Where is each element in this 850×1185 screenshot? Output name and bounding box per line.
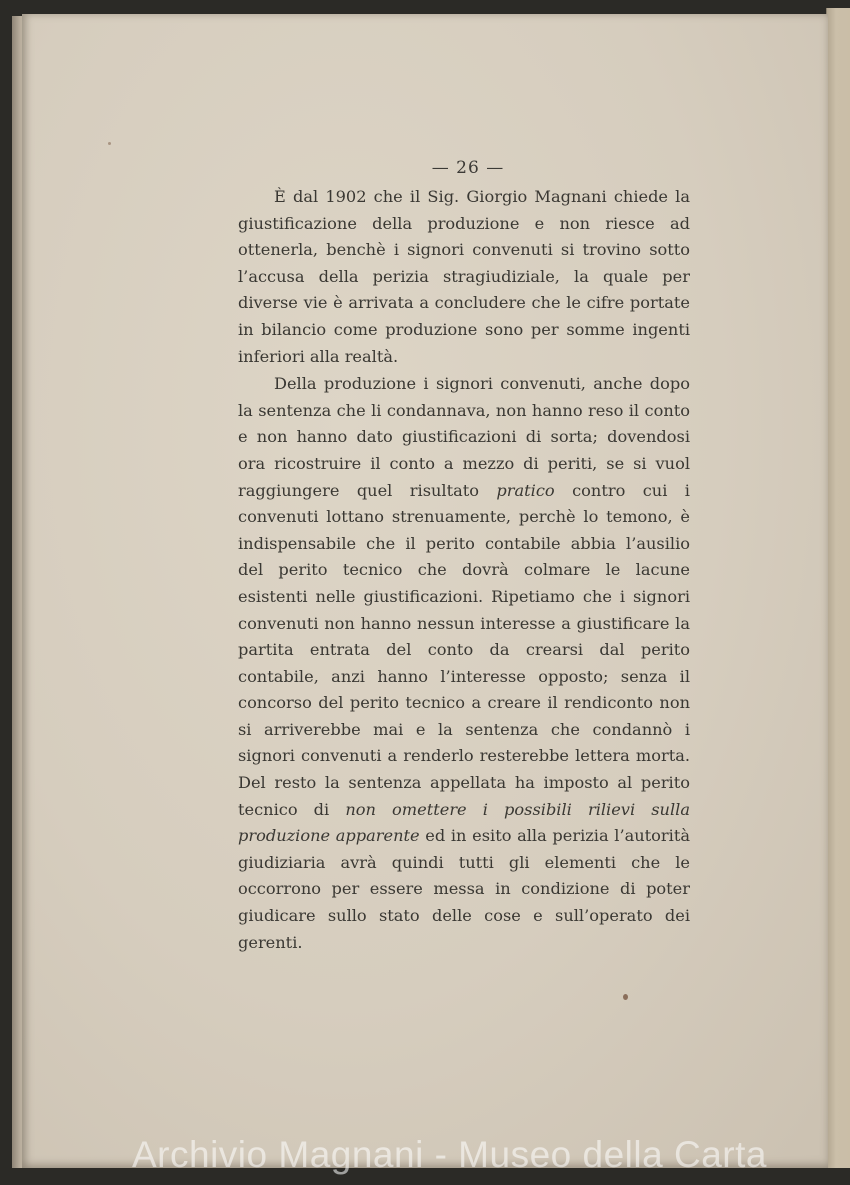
archive-watermark: Archivio Magnani - Museo della Carta: [132, 1134, 767, 1175]
paragraph-1: [238, 184, 690, 370]
facing-page-edge: [826, 8, 850, 1168]
page-number: — 26 —: [431, 158, 505, 178]
text-run: Della produzione i signori convenuti, anche dopo la sentenza che li condannava, non hanno reso il conto e non hanno dato giustificazioni di sorta; dovendosi ora ricostruire il conto a mezzo di periti, se si vuol raggiungere quel risultato: [238, 374, 690, 500]
italic-text-run: pratico: [496, 480, 555, 500]
body-text: [238, 184, 690, 956]
text-run: È dal 1902 che il Sig. Giorgio Magnani chiede la giustificazione della produzione e non riesce ad ottenerla, benchè i signori convenuti si trovino sotto l’accusa della perizia stragiudiziale, la quale per diverse vie è arrivata a concludere che le cifre portate in bilancio come produzione sono per somme ingenti inferiori alla realtà.: [238, 187, 690, 366]
paragraph-2: [238, 371, 690, 956]
paper-speck: [108, 142, 111, 145]
text-run: ed in esito alla perizia l’autorità giudiziaria avrà quindi tutti gli elementi che le occorrono per essere messa in condizione di poter giudicare sullo stato delle cose e sull’operato dei gerenti.: [238, 826, 690, 952]
paper-speck: [623, 994, 628, 1000]
italic-text-run: non omettere i possibili rilievi sulla produzione apparente: [238, 799, 690, 846]
text-run: contro cui i convenuti lottano strenuamente, perchè lo temono, è indispensabile che il perito contabile abbia l’ausilio del perito tecnico che dovrà colmare le lacune esistenti nelle giustificazioni. Ripetiamo che i signori convenuti non hanno nessun interesse a giustificare la partita entrata del conto da crearsi dal perito contabile, anzi hanno l’interesse opposto; senza il concorso del perito tecnico a creare il rendiconto non si arriverebbe mai e la sentenza che condannò i signori convenuti a renderlo resterebbe lettera morta. Del resto la sentenza appellata ha imposto al perito tecnico di: [238, 480, 690, 819]
